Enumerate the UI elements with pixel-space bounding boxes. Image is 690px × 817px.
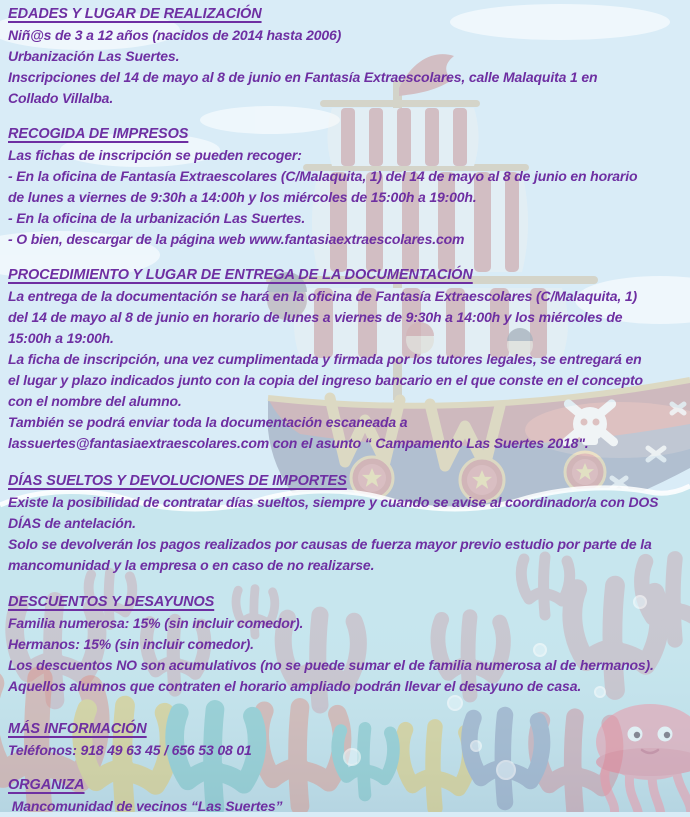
text-line: Aquellos alumnos que contraten el horario ampliado podrán llevar el desayuno de casa.	[8, 678, 582, 694]
text-line: mancomunidad y la empresa o en caso de no realizarse.	[8, 557, 375, 573]
text-line: Collado Villalba.	[8, 90, 114, 106]
text-line: Inscripciones del 14 de mayo al 8 de junio en Fantasía Extraescolares, calle Malaquita 1 en	[8, 69, 598, 85]
section-dias-sueltos	[8, 471, 684, 576]
text-line: Niñ@s de 3 a 12 años (nacidos de 2014 hasta 2006)	[8, 27, 342, 43]
section-descuentos-desayunos	[8, 592, 684, 697]
section-mas-informacion	[8, 719, 684, 761]
section-title-dias-sueltos: DÍAS SUELTOS Y DEVOLUCIONES DE IMPORTES	[8, 473, 347, 489]
text-line-organizer: Mancomunidad de vecinos “Las Suertes”	[8, 798, 283, 814]
section-title-organiza: ORGANIZA	[8, 777, 85, 793]
section-title-recogida: RECOGIDA DE IMPRESOS	[8, 126, 189, 142]
text-line: de lunes a viernes de 9:30h a 14:00h y los miércoles de 15:00h a 19:00h.	[8, 189, 477, 205]
text-line: Las fichas de inscripción se pueden recoger:	[8, 147, 302, 163]
text-line: Solo se devolverán los pagos realizados por causas de fuerza mayor previo estudio por parte de la	[8, 536, 652, 552]
text-line: También se podrá enviar toda la documentación escaneada a	[8, 414, 408, 430]
section-organiza	[8, 775, 684, 817]
text-line: DÍAS de antelación.	[8, 515, 136, 531]
text-line: - En la oficina de Fantasía Extraescolares (C/Malaquita, 1) del 14 de mayo al 8 de junio en horario	[8, 168, 638, 184]
text-line: del 14 de mayo al 8 de junio en horario de lunes a viernes de 9:30h a 14:00h y los miércoles de	[8, 309, 623, 325]
section-title-mas-informacion: MÁS INFORMACIÓN	[8, 721, 147, 737]
text-line: Hermanos: 15% (sin incluir comedor).	[8, 636, 254, 652]
text-line: La ficha de inscripción, una vez cumplimentada y firmada por los tutores legales, se entregará en	[8, 351, 642, 367]
text-line: - En la oficina de la urbanización Las Suertes.	[8, 210, 306, 226]
text-line: Los descuentos NO son acumulativos (no se puede sumar el de familia numerosa al de hermanos).	[8, 657, 654, 673]
text-line-phone-numbers: Teléfonos: 918 49 63 45 / 656 53 08 01	[8, 742, 252, 758]
section-recogida-impresos	[8, 124, 684, 250]
text-line: Existe la posibilidad de contratar días sueltos, siempre y cuando se avise al coordinador/a con DOS	[8, 494, 659, 510]
text-line: Urbanización Las Suertes.	[8, 48, 180, 64]
text-line: con el nombre del alumno.	[8, 393, 182, 409]
text-line: el lugar y plazo indicados junto con la copia del ingreso bancario en el que conste en el concepto	[8, 372, 643, 388]
section-title-edades: EDADES Y LUGAR DE REALIZACIÓN	[8, 6, 262, 22]
section-title-procedimiento: PROCEDIMIENTO Y LUGAR DE ENTREGA DE LA DOCUMENTACIÓN	[8, 267, 473, 283]
text-line: Familia numerosa: 15% (sin incluir comedor).	[8, 615, 304, 631]
text-line: La entrega de la documentación se hará en la oficina de Fantasía Extraescolares (C/Malaquita, 1)	[8, 288, 638, 304]
text-line-website-url: - O bien, descargar de la página web www.fantasiaextraescolares.com	[8, 231, 465, 247]
text-line-email: lassuertes@fantasiaextraescolares.com con el asunto “ Campamento Las Suertes 2018".	[8, 435, 589, 451]
section-title-descuentos: DESCUENTOS Y DESAYUNOS	[8, 594, 215, 610]
section-edades-y-lugar	[8, 4, 684, 109]
section-procedimiento-entrega	[8, 265, 684, 454]
text-line: 15:00h a 19:00h.	[8, 330, 114, 346]
